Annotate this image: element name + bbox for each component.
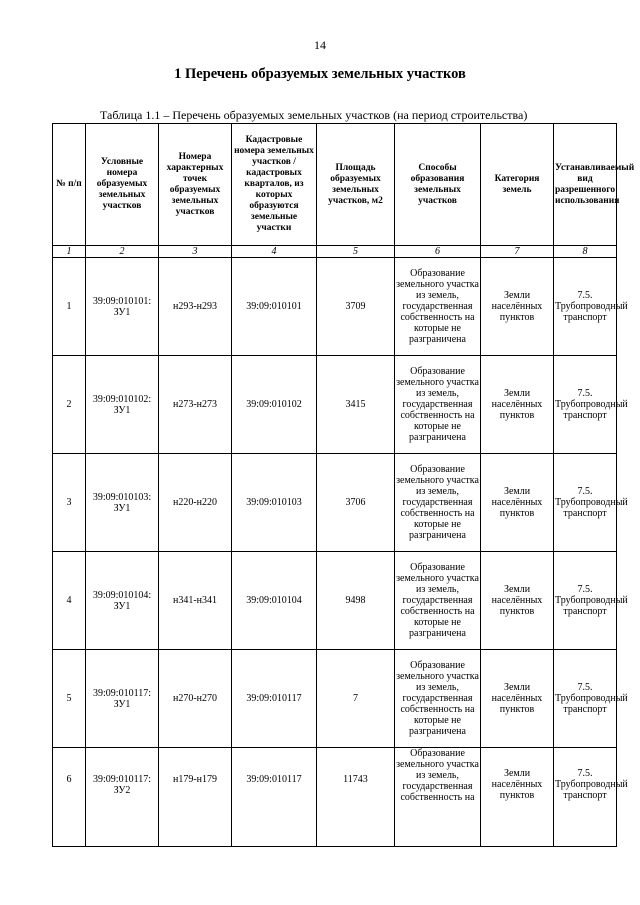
- plot-number: 39:09:010101: ЗУ1: [86, 258, 159, 356]
- land-category: Земли населённых пунктов: [481, 748, 554, 847]
- column-number: 5: [317, 246, 395, 258]
- permitted-use: 7.5. Трубопроводный транспорт: [554, 454, 617, 552]
- header-cell: Кадастровые номера земельных участков / кадастровых кварталов, из которых образуются земельные участки: [232, 124, 317, 246]
- cadastral-number: 39:09:010103: [232, 454, 317, 552]
- row-index: 4: [53, 552, 86, 650]
- column-number: 3: [159, 246, 232, 258]
- column-number-row: [53, 246, 617, 258]
- header-cell: Номера характерных точек образуемых земельных участков: [159, 124, 232, 246]
- column-number: 8: [554, 246, 617, 258]
- land-plots-table: [52, 123, 635, 847]
- table-row: [53, 356, 617, 454]
- land-category: Земли населённых пунктов: [481, 650, 554, 748]
- header-cell: Площадь образуемых земельных участков, м2: [317, 124, 395, 246]
- land-category: Земли населённых пунктов: [481, 356, 554, 454]
- permitted-use: 7.5. Трубопроводный транспорт: [554, 356, 617, 454]
- column-number: 7: [481, 246, 554, 258]
- header-cell: Способы образования земельных участков: [395, 124, 481, 246]
- boundary-points: н220-н220: [159, 454, 232, 552]
- header-cell: Категория земель: [481, 124, 554, 246]
- plot-number: 39:09:010117: ЗУ2: [86, 748, 159, 847]
- boundary-points: н341-н341: [159, 552, 232, 650]
- column-number: 4: [232, 246, 317, 258]
- plot-number: 39:09:010103: ЗУ1: [86, 454, 159, 552]
- formation-method: Образование земельного участка из земель, государственная собственность на которые не разграничена: [395, 356, 481, 454]
- header-cell: № п/п: [53, 124, 86, 246]
- column-number: 1: [53, 246, 86, 258]
- formation-method: Образование земельного участка из земель, государственная собственность на: [395, 748, 481, 847]
- header-cell: Устанавливаемый вид разрешенного использования: [554, 124, 617, 246]
- table-row: [53, 258, 617, 356]
- land-category: Земли населённых пунктов: [481, 258, 554, 356]
- formation-method: Образование земельного участка из земель, государственная собственность на которые не разграничена: [395, 552, 481, 650]
- plot-area: 7: [317, 650, 395, 748]
- table-row: [53, 454, 617, 552]
- cadastral-number: 39:09:010102: [232, 356, 317, 454]
- table-row: [53, 650, 617, 748]
- plot-area: 3415: [317, 356, 395, 454]
- section-title: 1 Перечень образуемых земельных участков: [174, 66, 466, 82]
- cadastral-number: 39:09:010101: [232, 258, 317, 356]
- header-row: [53, 124, 617, 246]
- table-row: [53, 552, 617, 650]
- cadastral-number: 39:09:010104: [232, 552, 317, 650]
- column-number: 2: [86, 246, 159, 258]
- plot-area: 3709: [317, 258, 395, 356]
- plot-number: 39:09:010102: ЗУ1: [86, 356, 159, 454]
- table-row: [53, 748, 617, 847]
- column-number: 6: [395, 246, 481, 258]
- cadastral-number: 39:09:010117: [232, 650, 317, 748]
- land-category: Земли населённых пунктов: [481, 552, 554, 650]
- row-index: 6: [53, 748, 86, 847]
- boundary-points: н270-н270: [159, 650, 232, 748]
- permitted-use: 7.5. Трубопроводный транспорт: [554, 650, 617, 748]
- row-index: 2: [53, 356, 86, 454]
- plot-area: 9498: [317, 552, 395, 650]
- row-index: 1: [53, 258, 86, 356]
- row-index: 3: [53, 454, 86, 552]
- boundary-points: н273-н273: [159, 356, 232, 454]
- formation-method: Образование земельного участка из земель, государственная собственность на которые не разграничена: [395, 258, 481, 356]
- formation-method: Образование земельного участка из земель, государственная собственность на которые не разграничена: [395, 650, 481, 748]
- boundary-points: н293-н293: [159, 258, 232, 356]
- formation-method: Образование земельного участка из земель, государственная собственность на которые не разграничена: [395, 454, 481, 552]
- land-category: Земли населённых пунктов: [481, 454, 554, 552]
- cadastral-number: 39:09:010117: [232, 748, 317, 847]
- permitted-use: 7.5. Трубопроводный транспорт: [554, 258, 617, 356]
- header-cell: Условные номера образуемых земельных участков: [86, 124, 159, 246]
- page-number: 14: [314, 38, 326, 52]
- plot-area: 11743: [317, 748, 395, 847]
- plot-number: 39:09:010117: ЗУ1: [86, 650, 159, 748]
- table-caption: Таблица 1.1 – Перечень образуемых земельных участков (на период строительства): [100, 108, 528, 122]
- row-index: 5: [53, 650, 86, 748]
- plot-area: 3706: [317, 454, 395, 552]
- permitted-use: 7.5. Трубопроводный транспорт: [554, 748, 617, 847]
- boundary-points: н179-н179: [159, 748, 232, 847]
- permitted-use: 7.5. Трубопроводный транспорт: [554, 552, 617, 650]
- plot-number: 39:09:010104: ЗУ1: [86, 552, 159, 650]
